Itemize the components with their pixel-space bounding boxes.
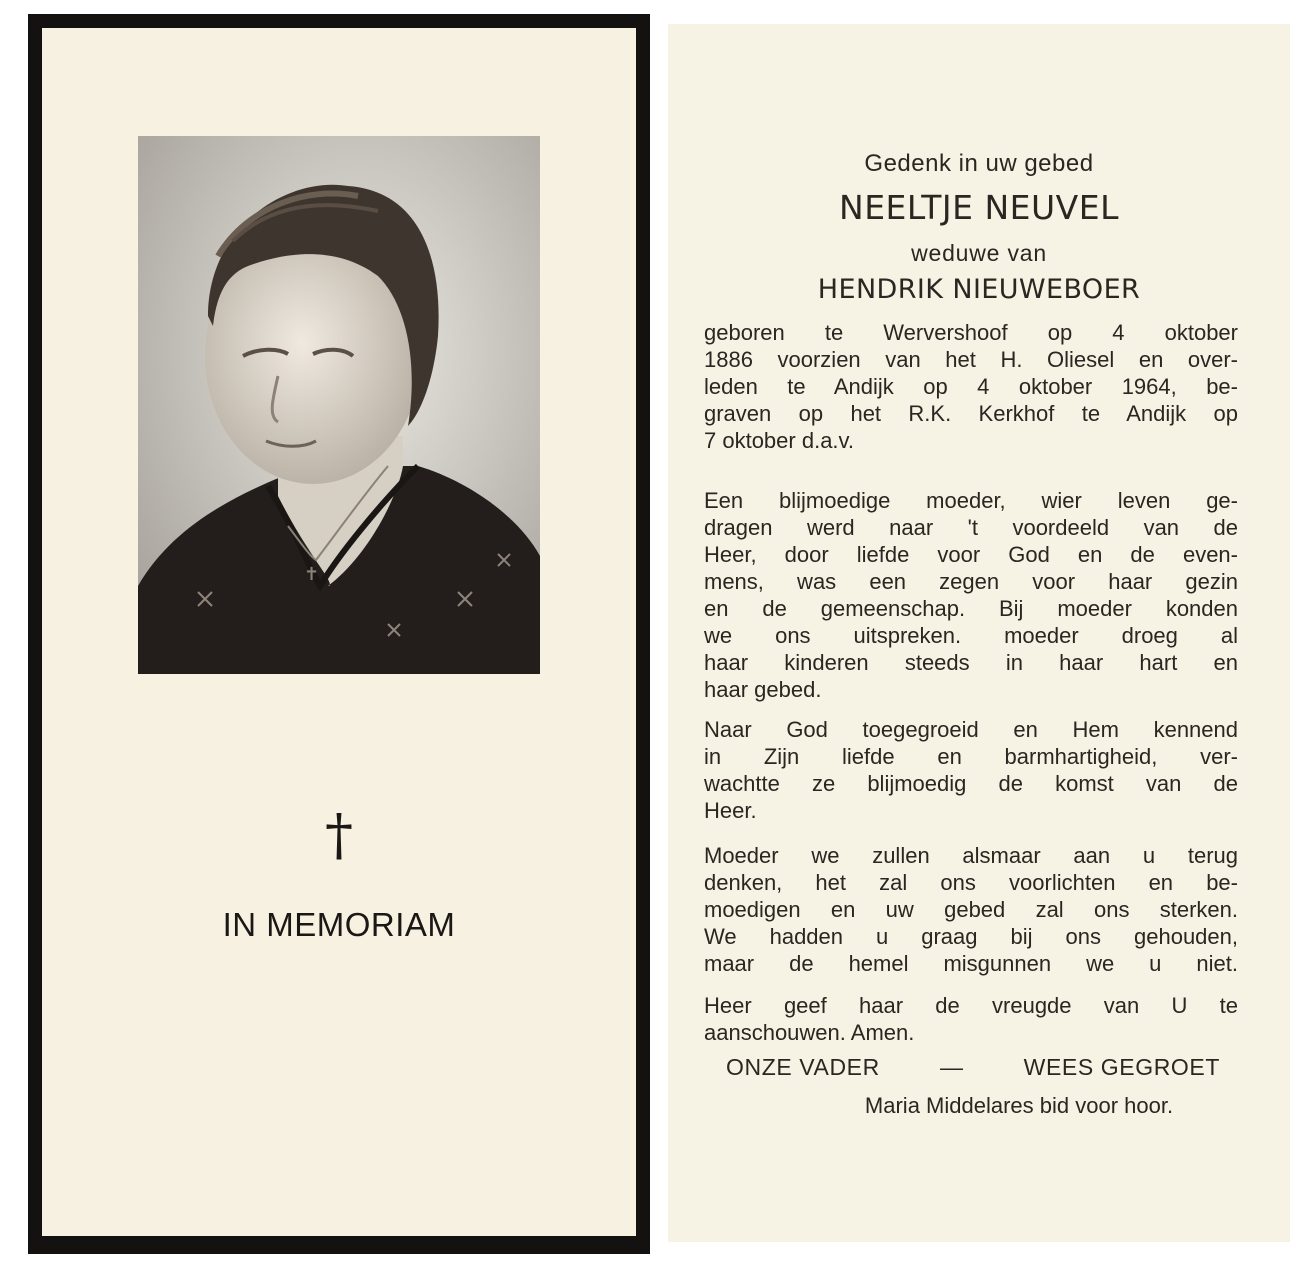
text-line: Heer, door liefde voor God en de even-: [704, 542, 1238, 567]
faith-paragraph: [704, 716, 1238, 824]
deceased-name: NEELTJE NEUVEL: [839, 188, 1119, 227]
prayers-line: [726, 1054, 1220, 1081]
birth-death-paragraph: [704, 319, 1238, 454]
remembrance-heading: Gedenk in uw gebed: [864, 150, 1094, 177]
cross-symbol: †: [325, 803, 353, 868]
text-line: haar kinderen steeds in haar hart en: [704, 650, 1238, 675]
in-memoriam-title: IN MEMORIAM: [222, 906, 456, 943]
text-line: 1886 voorzien van het H. Oliesel en over-: [704, 347, 1238, 372]
text-line: Naar God toegegroeid en Hem kennend: [704, 717, 1238, 742]
text-line: Een blijmoedige moeder, wier leven ge-: [704, 488, 1238, 513]
text-line: Moeder we zullen alsmaar aan u terug: [704, 843, 1238, 868]
text-line: aanschouwen. Amen.: [704, 1020, 915, 1045]
text-line: maar de hemel misgunnen we u niet.: [704, 951, 1238, 976]
svg-text:✝: ✝: [304, 564, 320, 585]
text-line: in Zijn liefde en barmhartigheid, ver-: [704, 744, 1238, 769]
portrait-image: [138, 136, 540, 674]
closing-invocation: Maria Middelares bid voor hoor.: [864, 1093, 1174, 1118]
text-line: moedigen en uw gebed zal ons sterken.: [704, 897, 1238, 922]
text-line: Heer geef haar de vreugde van U te: [704, 993, 1238, 1018]
prayer-paragraph: [704, 992, 1238, 1046]
text-line: we ons uitspreken. moeder droeg al: [704, 623, 1238, 648]
memorial-card-back: [668, 24, 1290, 1242]
farewell-paragraph: [704, 842, 1238, 977]
memorial-card-front: [28, 14, 650, 1254]
text-line: wachtte ze blijmoedig de komst van de: [704, 771, 1238, 796]
prayer-our-father: ONZE VADER: [726, 1054, 880, 1080]
text-line: en de gemeenschap. Bij moeder konden: [704, 596, 1238, 621]
text-line: 7 oktober d.a.v.: [704, 428, 855, 453]
tribute-paragraph: [704, 487, 1238, 703]
text-line: graven op het R.K. Kerkhof te Andijk op: [704, 401, 1238, 426]
text-line: haar gebed.: [704, 677, 822, 702]
prayer-hail-mary: WEES GEGROET: [1023, 1054, 1220, 1080]
text-line: We hadden u graag bij ons gehouden,: [704, 924, 1238, 949]
text-line: mens, was een zegen voor haar gezin: [704, 569, 1238, 594]
text-line: geboren te Wervershoof op 4 oktober: [704, 320, 1238, 345]
husband-name: HENDRIK NIEUWEBOER: [817, 274, 1141, 305]
text-line: dragen werd naar 't voordeeld van de: [704, 515, 1238, 540]
widow-of-label: weduwe van: [911, 240, 1047, 266]
card-front-panel: [42, 28, 636, 1236]
text-line: leden te Andijk op 4 oktober 1964, be-: [704, 374, 1238, 399]
text-line: Heer.: [704, 798, 757, 823]
prayer-dash: —: [939, 1054, 964, 1080]
portrait-photo: [138, 136, 540, 674]
text-line: denken, het zal ons voorlichten en be-: [704, 870, 1238, 895]
